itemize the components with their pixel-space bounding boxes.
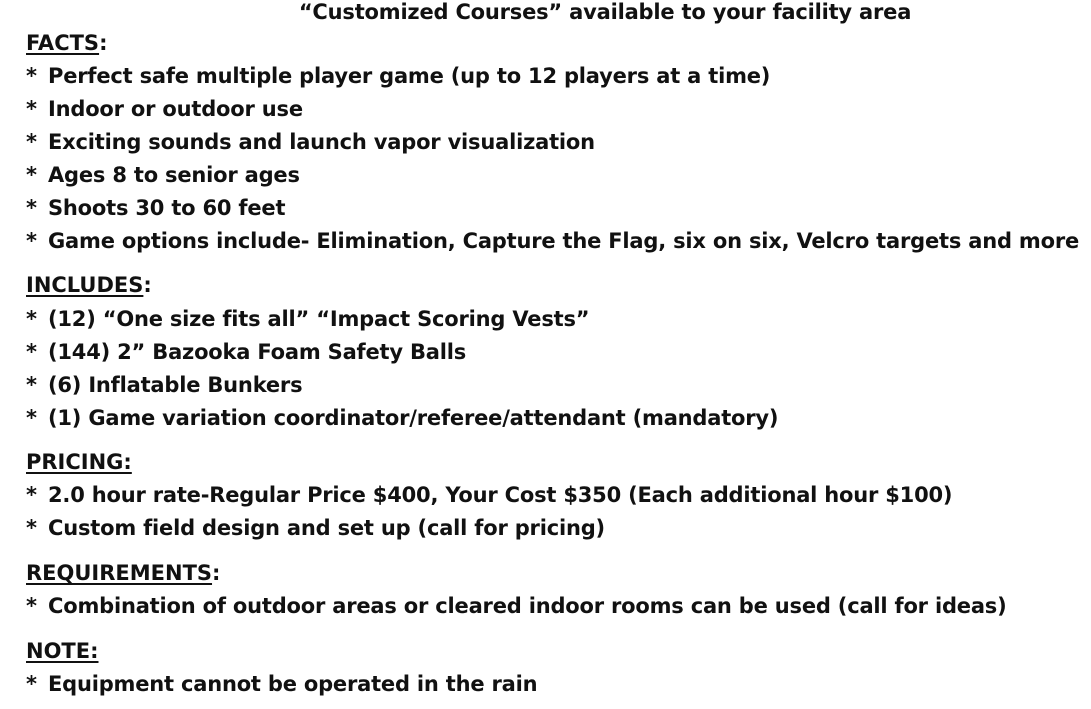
facts-item xyxy=(26,64,770,88)
requirements-item xyxy=(26,594,1007,618)
facts-item-text: Indoor or outdoor use xyxy=(48,97,303,121)
bullet-star: * xyxy=(26,340,37,364)
bullet-star: * xyxy=(26,196,37,220)
facts-item xyxy=(26,196,285,220)
includes-item-text: (12) “One size fits all” “Impact Scoring Vests” xyxy=(48,307,590,331)
facts-heading xyxy=(26,31,107,55)
pricing-item-text: 2.0 hour rate-Regular Price $400, Your Cost $350 (Each additional hour $100) xyxy=(48,483,953,507)
includes-heading xyxy=(26,273,152,297)
bullet-star: * xyxy=(26,130,37,154)
facts-item xyxy=(26,163,300,187)
bullet-star: * xyxy=(26,594,37,618)
includes-item xyxy=(26,373,302,397)
includes-item-text: (144) 2” Bazooka Foam Safety Balls xyxy=(48,340,467,364)
bullet-star: * xyxy=(26,406,37,430)
facts-item-text: Perfect safe multiple player game (up to 12 players at a time) xyxy=(48,64,771,88)
bullet-star: * xyxy=(26,483,37,507)
bullet-star: * xyxy=(26,64,37,88)
includes-item-text: (1) Game variation coordinator/referee/attendant (mandatory) xyxy=(48,406,779,430)
includes-item-text: (6) Inflatable Bunkers xyxy=(48,373,303,397)
facts-heading-colon: : xyxy=(99,31,108,55)
pricing-item xyxy=(26,516,605,540)
requirements-heading xyxy=(26,561,220,585)
pricing-heading xyxy=(26,450,132,474)
bullet-star: * xyxy=(26,229,37,253)
facts-heading-text: FACTS xyxy=(26,31,100,55)
note-heading xyxy=(26,639,99,663)
pricing-item-text: Custom field design and set up (call for pricing) xyxy=(48,516,605,540)
requirements-item-text: Combination of outdoor areas or cleared indoor rooms can be used (call for ideas) xyxy=(48,594,1007,618)
page-title: “Customized Courses” available to your facility area xyxy=(298,0,912,24)
facts-item-text: Game options include- Elimination, Capture the Flag, six on six, Velcro targets and more xyxy=(48,229,1080,253)
facts-item xyxy=(26,97,303,121)
pricing-heading-text: PRICING: xyxy=(26,450,132,474)
requirements-heading-text: REQUIREMENTS xyxy=(26,561,213,585)
bullet-star: * xyxy=(26,672,37,696)
facts-item-text: Ages 8 to senior ages xyxy=(48,163,300,187)
includes-heading-text: INCLUDES xyxy=(26,273,144,297)
facts-item-text: Shoots 30 to 60 feet xyxy=(48,196,286,220)
includes-item xyxy=(26,406,778,430)
requirements-heading-colon: : xyxy=(212,561,221,585)
bullet-star: * xyxy=(26,97,37,121)
note-item-text: Equipment cannot be operated in the rain xyxy=(48,672,538,696)
bullet-star: * xyxy=(26,163,37,187)
note-heading-text: NOTE: xyxy=(26,639,99,663)
facts-item xyxy=(26,229,1079,253)
note-item xyxy=(26,672,537,696)
bullet-star: * xyxy=(26,373,37,397)
facts-item-text: Exciting sounds and launch vapor visualization xyxy=(48,130,595,154)
includes-item xyxy=(26,307,589,331)
includes-item xyxy=(26,340,466,364)
bullet-star: * xyxy=(26,516,37,540)
pricing-item xyxy=(26,483,952,507)
includes-heading-colon: : xyxy=(143,273,152,297)
bullet-star: * xyxy=(26,307,37,331)
facts-item xyxy=(26,130,595,154)
